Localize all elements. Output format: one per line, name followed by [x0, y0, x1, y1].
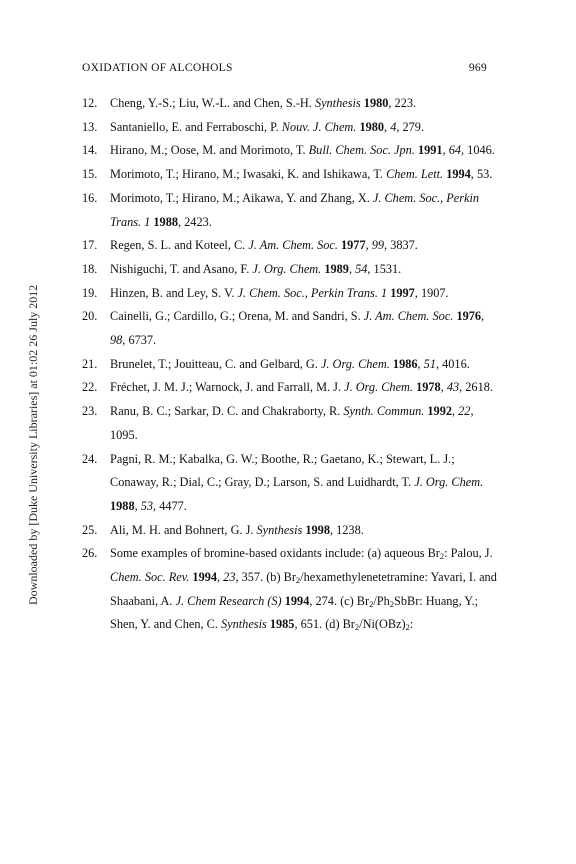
reference-item [82, 353, 502, 377]
reference-text: Hinzen, B. and Ley, S. V. J. Chem. Soc., Perkin Trans. 1 1997, 1907. [110, 285, 449, 300]
reference-item [82, 187, 502, 234]
reference-text: Morimoto, T.; Hirano, M.; Aikawa, Y. and Zhang, X. J. Chem. Soc., Perkin Trans. 1 1988, 2423. [110, 190, 480, 229]
reference-number: 14. [82, 143, 98, 158]
reference-text: Some examples of bromine-based oxidants include: (a) aqueous $Br_2$: Palou, J. Chem. Soc. Rev. 1994, 23, 357. (b) $Br_2$/hexamethylenetetramine: Yavari, I. and Shaabani, A. J. Chem Research (S) 1994, 274. (c) $Br_2/Ph_2SbBr$: Huang, Y.; Shen, Y. and Chen, C. Synthesis 1985, 651. (d) $Br_2/Ni(OBz)_2$: [110, 546, 497, 633]
reference-number: 25. [82, 522, 98, 537]
reference-number: 19. [82, 285, 98, 300]
page-number: 969 [468, 62, 487, 74]
reference-text: Ranu, B. C.; Sarkar, D. C. and Chakraborty, R. Synth. Commun. 1992, 22, 1095. [110, 404, 474, 442]
reference-number: 15. [82, 167, 98, 182]
reference-item [82, 542, 502, 637]
reference-number: 13. [82, 119, 98, 134]
reference-number: 17. [82, 238, 98, 253]
reference-number: 24. [82, 451, 98, 466]
reference-text: Santaniello, E. and Ferraboschi, P. Nouv. J. Chem. 1980, 4, 279. [110, 119, 425, 134]
reference-item [82, 116, 502, 140]
reference-number: 18. [82, 261, 98, 276]
reference-text: Fréchet, J. M. J.; Warnock, J. and Farrall, M. J. J. Org. Chem. 1978, 43, 2618. [110, 380, 493, 395]
reference-text: Ali, M. H. and Bohnert, G. J. Synthesis 1998, 1238. [110, 522, 364, 537]
reference-item [82, 400, 502, 447]
reference-item [82, 92, 502, 116]
reference-number: 23. [82, 404, 98, 419]
reference-list [82, 92, 502, 637]
download-watermark: Downloaded by [Duke University Libraries] at 01:02 26 July 2012 [26, 284, 40, 605]
reference-number: 21. [82, 356, 98, 371]
reference-text: Nishiguchi, T. and Asano, F. J. Org. Chem. 1989, 54, 1531. [110, 261, 402, 276]
reference-item [82, 234, 502, 258]
reference-number: 16. [82, 190, 98, 205]
reference-number: 12. [82, 96, 98, 110]
reference-text: Brunelet, T.; Jouitteau, C. and Gelbard, G. J. Org. Chem. 1986, 51, 4016. [110, 356, 470, 371]
reference-item [82, 376, 502, 400]
reference-number: 22. [82, 380, 98, 395]
reference-item [82, 258, 502, 282]
reference-number: 26. [82, 546, 98, 561]
reference-text: Regen, S. L. and Koteel, C. J. Am. Chem. Soc. 1977, 99, 3837. [110, 238, 418, 253]
reference-text: Pagni, R. M.; Kabalka, G. W.; Boothe, R.; Gaetano, K.; Stewart, L. J.; Conaway, R.; Dial, C.; Gray, D.; Larson, S. and Luidhardt, T. J. Org. Chem. 1988, 53, 4477. [110, 451, 484, 513]
reference-text: Cainelli, G.; Cardillo, G.; Orena, M. and Sandri, S. J. Am. Chem. Soc. 1976, 98, 6737. [110, 309, 485, 348]
reference-item [82, 282, 502, 306]
reference-item [82, 448, 502, 519]
reference-item [82, 139, 502, 163]
running-title: OXIDATION OF ALCOHOLS [82, 62, 233, 74]
reference-item [82, 519, 502, 543]
running-header [82, 62, 487, 74]
reference-text: Cheng, Y.-S.; Liu, W.-L. and Chen, S.-H. Synthesis 1980, 223. [110, 96, 417, 110]
reference-text: Hirano, M.; Oose, M. and Morimoto, T. Bull. Chem. Soc. Jpn. 1991, 64, 1046. [110, 143, 495, 158]
reference-text: Morimoto, T.; Hirano, M.; Iwasaki, K. and Ishikawa, T. Chem. Lett. 1994, 53. [110, 167, 493, 182]
reference-item [82, 305, 502, 352]
reference-number: 20. [82, 309, 98, 324]
reference-item [82, 163, 502, 187]
